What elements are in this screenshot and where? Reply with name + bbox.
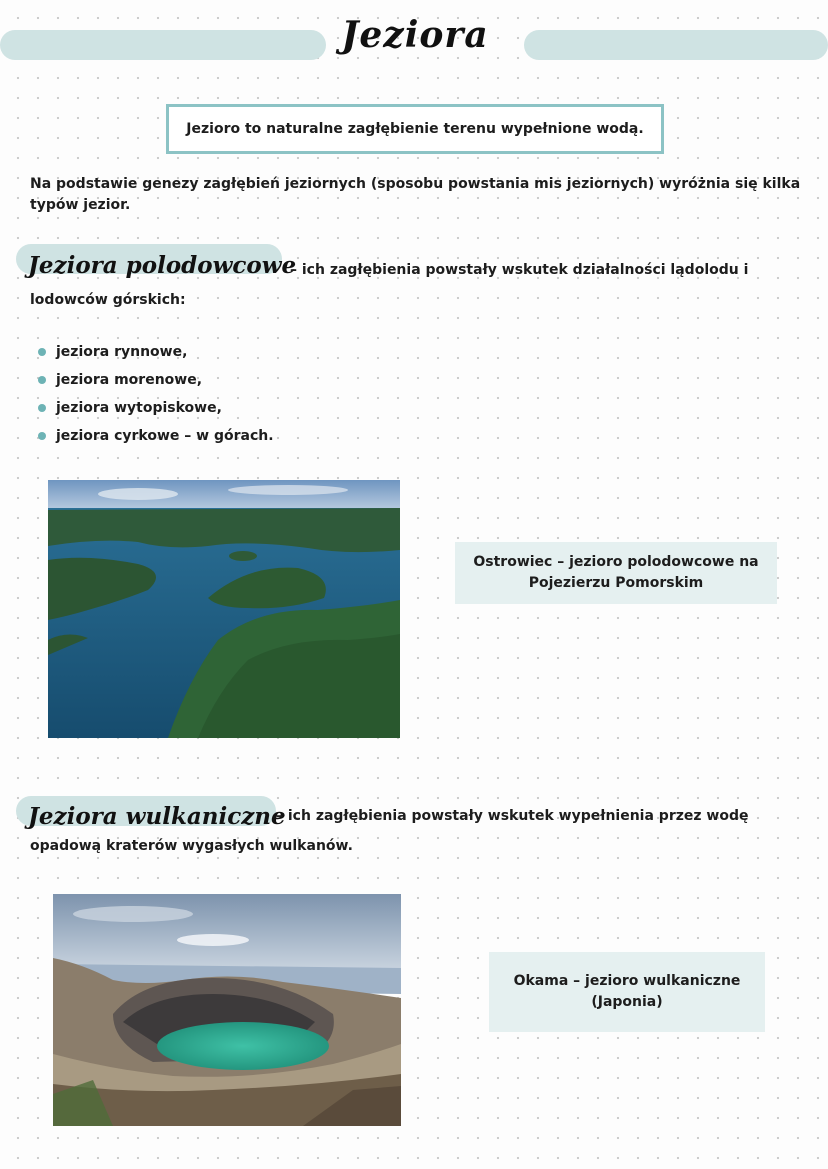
title-banner-right: [524, 30, 828, 60]
definition-box: [166, 104, 664, 154]
volcanic-caption-line-1: Okama – jezioro wulkaniczne: [513, 973, 741, 989]
volcanic-photo-caption: [489, 952, 765, 1032]
list-item: [38, 366, 274, 394]
list-item-label: jeziora wytopiskowe,: [56, 400, 222, 416]
glacial-lake-types-list: [38, 338, 274, 450]
intro-line-1: Na podstawie genezy zagłębień jeziornych (sposobu powstania mis jeziornych) wyróżnia się kilka: [30, 176, 801, 192]
glacial-lake-photo: [48, 480, 400, 738]
volcanic-lake-photo: [53, 894, 401, 1126]
glacial-desc-line-2: lodowców górskich:: [30, 292, 186, 308]
intro-line-2: typów jezior.: [30, 197, 131, 213]
list-item-label: jeziora cyrkowe – w górach.: [56, 428, 274, 444]
list-item: [38, 422, 274, 450]
volcanic-desc-line-2: opadową kraterów wygasłych wulkanów.: [30, 838, 353, 854]
bullet-dot-icon: [38, 404, 46, 412]
list-item-label: jeziora morenowe,: [56, 372, 203, 388]
page-title: Jeziora: [341, 14, 489, 56]
definition-text: Jezioro to naturalne zagłębienie terenu wypełnione wodą.: [186, 121, 644, 137]
glacial-photo-caption: [455, 542, 777, 604]
glacial-caption-line-1: Ostrowiec – jezioro polodowcowe na: [473, 554, 759, 570]
bullet-dot-icon: [38, 432, 46, 440]
glacial-caption-line-2: Pojezierzu Pomorskim: [528, 575, 704, 591]
volcanic-heading: Jeziora wulkaniczne: [28, 803, 286, 830]
volcanic-desc-line-1: – ich zagłębienia powstały wskutek wypełnienia przez wodę: [276, 808, 749, 824]
title-banner-left: [0, 30, 326, 60]
list-item: [38, 394, 274, 422]
glacial-heading: Jeziora polodowcowe: [28, 252, 297, 279]
list-item: [38, 338, 274, 366]
glacial-desc-line-1: – ich zagłębienia powstały wskutek działalności lądolodu i: [290, 262, 749, 278]
bullet-dot-icon: [38, 376, 46, 384]
list-item-label: jeziora rynnowe,: [56, 344, 188, 360]
volcanic-caption-line-2: (Japonia): [591, 994, 663, 1010]
bullet-dot-icon: [38, 348, 46, 356]
